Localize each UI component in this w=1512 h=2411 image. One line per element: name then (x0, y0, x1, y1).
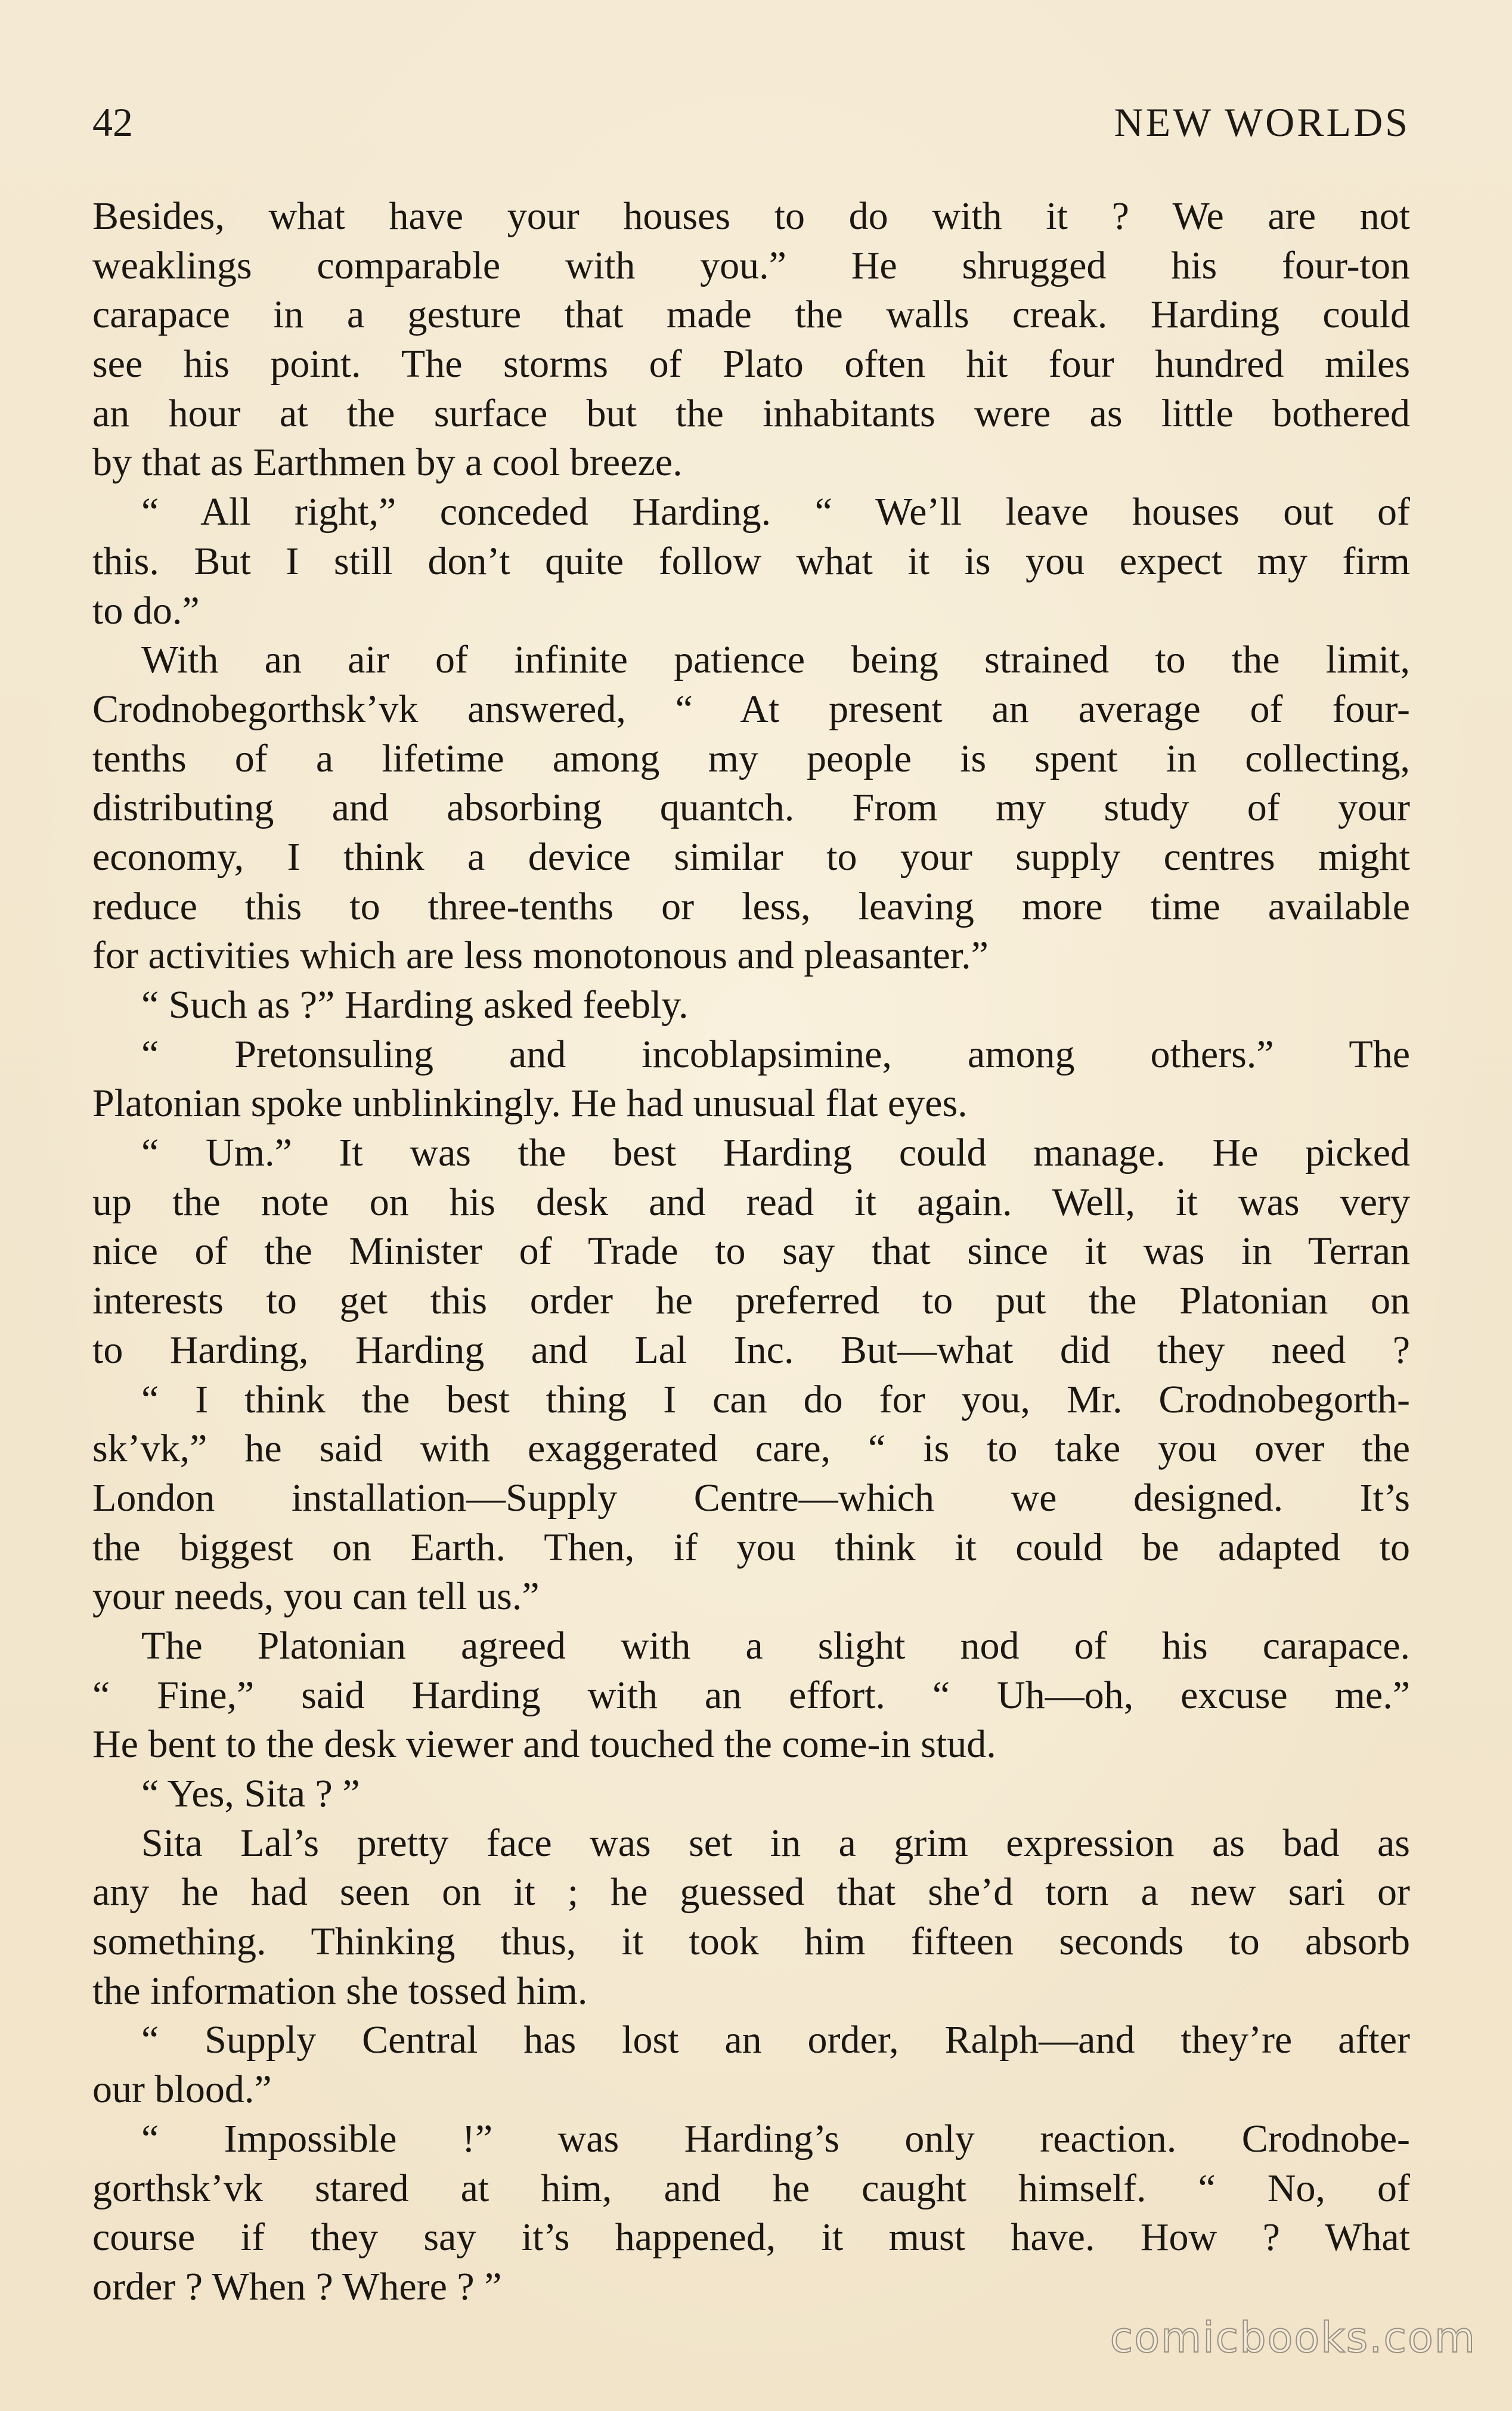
text-line: The Platonian agreed with a slight nod of his carapace. (141, 1623, 1410, 1668)
text-line: weaklings comparable with you.” He shrugged his four-ton (92, 243, 1410, 287)
text-line: order ? When ? Where ? ” (92, 2264, 502, 2308)
text-line: by that as Earthmen by a cool breeze. (92, 441, 683, 485)
text-line: reduce this to three-tenths or less, leaving more time available (92, 884, 1410, 928)
text-line: to do.” (92, 588, 200, 633)
text-line: tenths of a lifetime among my people is spent in collecting, (92, 736, 1410, 780)
text-line: this. But I still don’t quite follow what it is you expect my firm (92, 539, 1410, 583)
text-line: our blood.” (92, 2068, 272, 2112)
text-line: course if they say it’s happened, it must have. How ? What (92, 2215, 1410, 2260)
text-line: to Harding, Harding and Lal Inc. But—what did they need ? (92, 1328, 1410, 1372)
text-line: an hour at the surface but the inhabitants were as little bothered (92, 391, 1410, 435)
text-line: “ Supply Central has lost an order, Ralph—and they’re after (141, 2018, 1410, 2062)
text-line: see his point. The storms of Plato often hit four hundred miles (92, 342, 1410, 386)
text-line: He bent to the desk viewer and touched the come-in stud. (92, 1722, 996, 1767)
text-line: “ Impossible !” was Harding’s only reaction. Crodnobe- (141, 2116, 1410, 2161)
text-line: any he had seen on it ; he guessed that she’d torn a new sari or (92, 1870, 1410, 1914)
running-title: NEW WORLDS (1114, 100, 1410, 145)
text-line: for activities which are less monotonous and pleasanter.” (92, 934, 989, 978)
text-line: something. Thinking thus, it took him fifteen seconds to absorb (92, 1920, 1410, 1964)
page-header (92, 89, 1410, 155)
text-line: economy, I think a device similar to your supply centres might (92, 835, 1410, 879)
text-line: nice of the Minister of Trade to say that since it was in Terran (92, 1229, 1410, 1273)
text-line: the biggest on Earth. Then, if you think it could be adapted to (92, 1525, 1410, 1569)
text-line: “ Um.” It was the best Harding could manage. He picked (141, 1131, 1410, 1175)
text-line: gorthsk’vk stared at him, and he caught himself. “ No, of (92, 2166, 1410, 2210)
text-line: Sita Lal’s pretty face was set in a grim expression as bad as (141, 1821, 1410, 1865)
text-line: Platonian spoke unblinkingly. He had unusual flat eyes. (92, 1081, 968, 1126)
text-line: London installation—Supply Centre—which we designed. It’s (92, 1476, 1410, 1520)
watermark: comicbooks.com (1110, 2313, 1476, 2362)
text-line: “ Yes, Sita ? ” (141, 1772, 360, 1815)
text-line: distributing and absorbing quantch. From my study of your (92, 786, 1410, 830)
text-line: interests to get this order he preferred to put the Platonian on (92, 1279, 1410, 1323)
text-line: Besides, what have your houses to do with it ? We are not (92, 194, 1410, 238)
text-line: sk’vk,” he said with exaggerated care, “ is to take you over the (92, 1427, 1410, 1471)
text-line: “ Such as ?” Harding asked feebly. (141, 983, 689, 1027)
page-number: 42 (92, 100, 133, 145)
text-line: up the note on his desk and read it again. Well, it was very (92, 1180, 1410, 1224)
text-line: the information she tossed him. (92, 1969, 588, 2013)
text-line: With an air of infinite patience being strained to the limit, (141, 638, 1410, 682)
text-line: “ Pretonsuling and incoblapsimine, among others.” The (141, 1032, 1410, 1076)
text-line: “ All right,” conceded Harding. “ We’ll leave houses out of (141, 490, 1410, 534)
text-line: “ I think the best thing I can do for you, Mr. Crodnobegorth- (141, 1377, 1410, 1421)
text-line: your needs, you can tell us.” (92, 1575, 540, 1619)
text-line: “ Fine,” said Harding with an effort. “ Uh—oh, excuse me.” (92, 1673, 1410, 1717)
body-text (92, 192, 1410, 2312)
text-line: carapace in a gesture that made the walls creak. Harding could (92, 293, 1410, 337)
text-line: Crodnobegorthsk’vk answered, “ At present an average of four- (92, 687, 1410, 731)
